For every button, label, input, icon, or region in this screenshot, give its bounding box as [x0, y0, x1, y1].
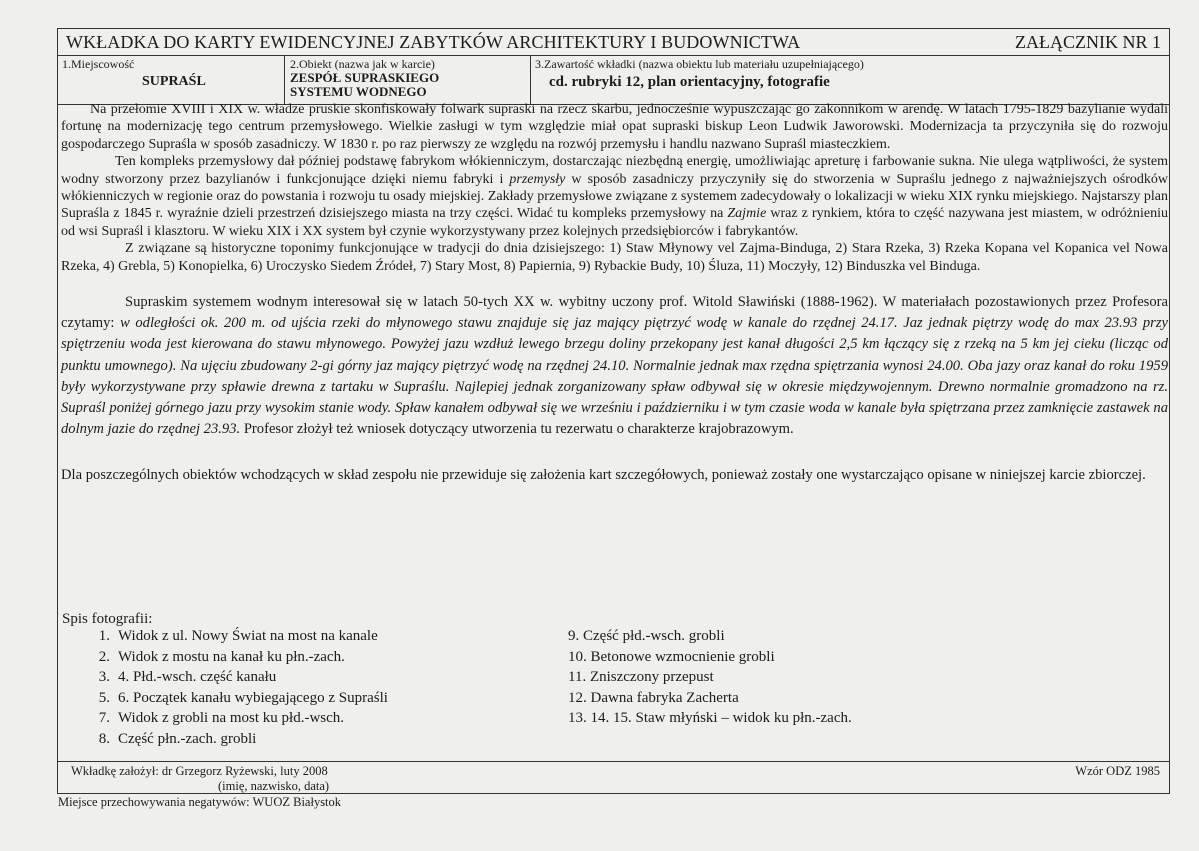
paragraph-2-text-c: wraz z rynkiem, która to część nazywana jest miastem, w odróżnieniu od wsi Supraśl i klasztoru. W wieku XIX i XX system był czynie wykorzystywany przez kolejnych przedsiębiorców i fabrykantów.	[61, 206, 1168, 239]
paragraph-4-text-b: Profesor złożył też wniosek dotyczący utworzenia tu rezerwatu o charakterze krajobrazowym.	[240, 421, 794, 438]
paragraph-2-italic-1: przemysły	[509, 171, 566, 187]
photo-item: 2. Widok z mostu na kanał ku płn.-zach.	[98, 648, 345, 665]
content-label: 3.Zawartość wkładki (nazwa obiektu lub materiału uzupełniającego)	[535, 57, 864, 71]
footer	[58, 761, 1169, 795]
card-title: WKŁADKA DO KARTY EWIDENCYJNEJ ZABYTKÓW ARCHITEKTURY I BUDOWNICTWA	[66, 32, 801, 52]
photo-item: 10. Betonowe wzmocnienie grobli	[568, 648, 775, 665]
title-row	[58, 29, 1169, 56]
annex-number: ZAŁĄCZNIK NR 1	[1015, 32, 1161, 52]
photo-item: 12. Dawna fabryka Zacherta	[568, 689, 739, 706]
negatives-location: Miejsce przechowywania negatywów: WUOZ Białystok	[58, 795, 342, 809]
photo-list-title: Spis fotografii:	[62, 611, 153, 627]
photo-item: 13. 14. 15. Staw młyński – widok ku płn.-zach.	[568, 710, 852, 726]
photo-item: 7. Widok z grobli na most ku płd.-wsch.	[98, 710, 345, 726]
photo-item: 9. Część płd.-wsch. grobli	[568, 628, 725, 644]
object-value: ZESPÓŁ SUPRASKIEGO SYSTEMU WODNEGO	[290, 70, 440, 99]
form-number: Wzór ODZ 1985	[1075, 764, 1160, 778]
paragraph-4	[61, 292, 1168, 440]
paragraph-4-quote: w odległości ok. 200 m. od ujścia rzeki do młynowego stawu znajduje się jaz mający piętrzyć wodę w kanale do rzędnej 24.17. Jaz jednak piętrzy wodę do max 23.93 przy spiętrzeniu woda jest kierowana do stawu młynowego. Powyżej jazu wzdłuż lewego brzegu doliny przekopany jest kanał długości 2,5 km łączący się z rzeką na 5 km jej cieku (licząc od punktu umownego). Na ujęciu zbudowany 2-gi górny jaz mający piętrzyć wodę na rzędnej 24.10. Normalnie jednak max rzędna spiętrzania wynosi 24.00. Oba jazy oraz kanał do roku 1959 były wykorzystywane przy spławie drewna z tartaku w Supraślu. Najlepiej jednak zorganizowany spław odbywał się w okresie międzywojennym. Drewno normalnie gromadzono na rz. Supraśl poniżej górnego jazu przy wysokim stanie wody. Spław kanałem odbywał się we wrześniu i październiku i w tym czasie woda w kanale była spiętrzana przez zamknięcie zastawek na dolnym jazie do rzędnej 23.93.	[61, 315, 1168, 438]
photo-item: 3. 4. Płd.-wsch. część kanału	[98, 669, 277, 685]
body-text	[61, 101, 1168, 487]
paragraph-1: Na przełomie XVIII i XIX w. władze pruskie skonfiskowały folwark supraski na rzecz skarbu, jednocześnie wypuszczając go zakonnikom w arendę. W latach 1795-1829 bazylianie wydali fortunę na modernizację tego centrum przemysłowego. Wielkie zasługi w tym względzie miał opat supraski biskup Leon Ludwik Jaworowski. Modernizacja ta przyczyniła się do rozwoju gospodarczego Supraśla w sposób zasadniczy. W 1830 r. po raz pierwszy ze względu na rozwój przemysłu i handlu nazwano Supraśl miasteczkiem.	[61, 102, 1168, 152]
author-caption: (imię, nazwisko, data)	[218, 779, 330, 793]
paragraph-4-text-a: Supraskim systemem wodnym interesował się w latach 50-tych XX w. wybitny uczony prof. Witold Sławiński (1888-1962). W materiałach pozostawionych przez Profesora czytamy:	[61, 294, 1168, 332]
place-cell	[58, 56, 285, 104]
photo-item: 1. Widok z ul. Nowy Świat na most na kanale	[98, 628, 378, 644]
content-cell	[531, 56, 1169, 104]
info-row	[58, 56, 1169, 105]
paragraph-3: Z związane są historyczne toponimy funkcjonujące w tradycji do dnia dzisiejszego: 1) Staw Młynowy vel Zajma-Binduga, 2) Stara Rzeka, 3) Rzeka Kopana vel Kopanica vel Nowa Rzeka, 4) Grebla, 5) Konopielka, 6) Uroczysko Siedem Źródeł, 7) Stary Most, 8) Papiernia, 9) Rybackie Budy, 10) Śluza, 11) Moczyły, 12) Binduszka vel Binduga.	[61, 241, 1168, 274]
author-line: Wkładkę założył: dr Grzegorz Ryżewski, luty 2008	[71, 764, 328, 778]
photo-list-left	[86, 626, 388, 749]
paragraph-2	[61, 153, 1168, 240]
photo-item: 5. 6. Początek kanału wybiegającego z Supraśli	[98, 689, 388, 706]
card-frame	[57, 28, 1170, 794]
paragraph-2-text-a: Ten kompleks przemysłowy dał później podstawę fabrykom włókienniczym, dostarczając niezbędną energię, umożliwiając apreturę i farbowanie sukna. Nie ulega wątpliwości, że system wodny stworzony przez bazylianów i funkcjonujące dzięki niemu fabryki i	[61, 154, 1168, 187]
photo-item: 8. Część płn.-zach. grobli	[98, 730, 257, 747]
object-cell	[285, 56, 531, 104]
photo-item: 11. Zniszczony przepust	[568, 669, 714, 685]
paragraph-5: Dla poszczególnych obiektów wchodzących w skład zespołu nie przewiduje się założenia kart szczegółowych, ponieważ zostały one wystarczająco opisane w niniejszej karcie zbiorczej.	[61, 467, 1146, 484]
paragraph-2-italic-2: Zajmie	[727, 206, 767, 222]
place-label: 1.Miejscowość	[62, 57, 135, 71]
paragraph-2-text-b: w sposób zasadniczy przyczyniły się do stworzenia w Supraślu jednego z najważniejszych ośrodków włókienniczych w regionie oraz do powstania i rozwoju tu osady miejskiej. Zakłady przemysłowe związane z systemem zadecydowały o lokalizacji w wieku XIX rynku miejskiego. Najstarszy plan Supraśla z 1845 r. wyraźnie dzieli przestrzeń dzisiejszego miasta na trzy części. Widać tu kompleks przemysłowy na	[61, 171, 1168, 222]
place-value: SUPRAŚL	[142, 74, 206, 89]
photo-list-right	[568, 626, 852, 729]
object-label: 2.Obiekt (nazwa jak w karcie)	[290, 57, 435, 71]
content-value: cd. rubryki 12, plan orientacyjny, fotografie	[549, 74, 830, 90]
